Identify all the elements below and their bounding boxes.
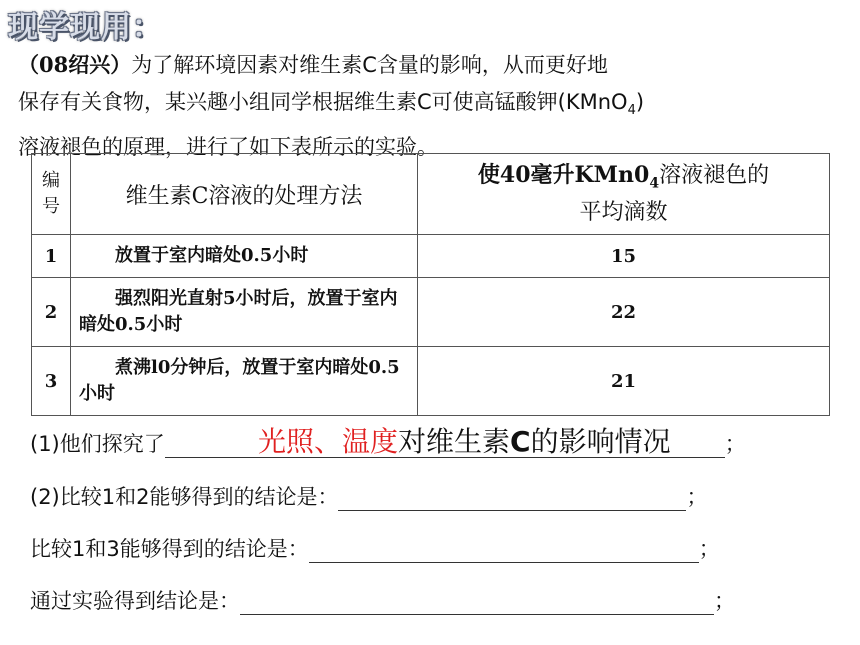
- slide-heading: 现学现用：: [8, 10, 163, 45]
- row-drops: 21: [418, 347, 830, 416]
- question-4: 通过实验得到结论是： ；: [30, 589, 735, 613]
- row-drops: 22: [418, 278, 830, 347]
- table-row: [32, 347, 830, 416]
- row-number: 3: [32, 347, 71, 416]
- row-method: 煮沸l0分钟后，放置于室内暗处0.5小时: [71, 347, 418, 416]
- intro-line-3: 溶液褪色的原理，进行了如下表所示的实验。: [18, 135, 438, 160]
- row-method: 放置于室内暗处0.5小时: [71, 235, 418, 278]
- table-row: [32, 235, 830, 278]
- answer-blank-3[interactable]: [309, 536, 699, 563]
- row-number: 2: [32, 278, 71, 347]
- intro-line-2: 保存有关食物，某兴趣小组同学根据维生素C可使高锰酸钾(KMnO$_4$): [18, 90, 645, 119]
- intro-line-1: （08绍兴）为了解环境因素对维生素C含量的影响，从而更好地: [18, 52, 608, 77]
- source-tag: （08绍兴）: [18, 52, 132, 77]
- header-number: 编 号: [32, 154, 71, 235]
- experiment-table: [31, 153, 830, 416]
- problem-intro: [18, 46, 848, 166]
- answer-1-text: 光照、温度对维生素C的影响情况: [258, 425, 671, 458]
- header-drops: 使40毫升$KMn0_4$溶液褪色的 平均滴数: [418, 154, 830, 235]
- question-1: (1)他们探究了 ；: [30, 432, 746, 456]
- question-2: (2)比较1和2能够得到的结论是： ；: [30, 485, 708, 509]
- answer-blank-4[interactable]: [240, 588, 714, 615]
- table-row: [32, 278, 830, 347]
- header-method: 维生素C溶液的处理方法: [71, 154, 418, 235]
- row-method: 强烈阳光直射5小时后，放置于室内暗处0.5小时: [71, 278, 418, 347]
- row-drops: 15: [418, 235, 830, 278]
- answer-blank-2[interactable]: [338, 484, 686, 511]
- question-3: 比较1和3能够得到的结论是： ；: [30, 537, 720, 561]
- table-header-row: [32, 154, 830, 235]
- row-number: 1: [32, 235, 71, 278]
